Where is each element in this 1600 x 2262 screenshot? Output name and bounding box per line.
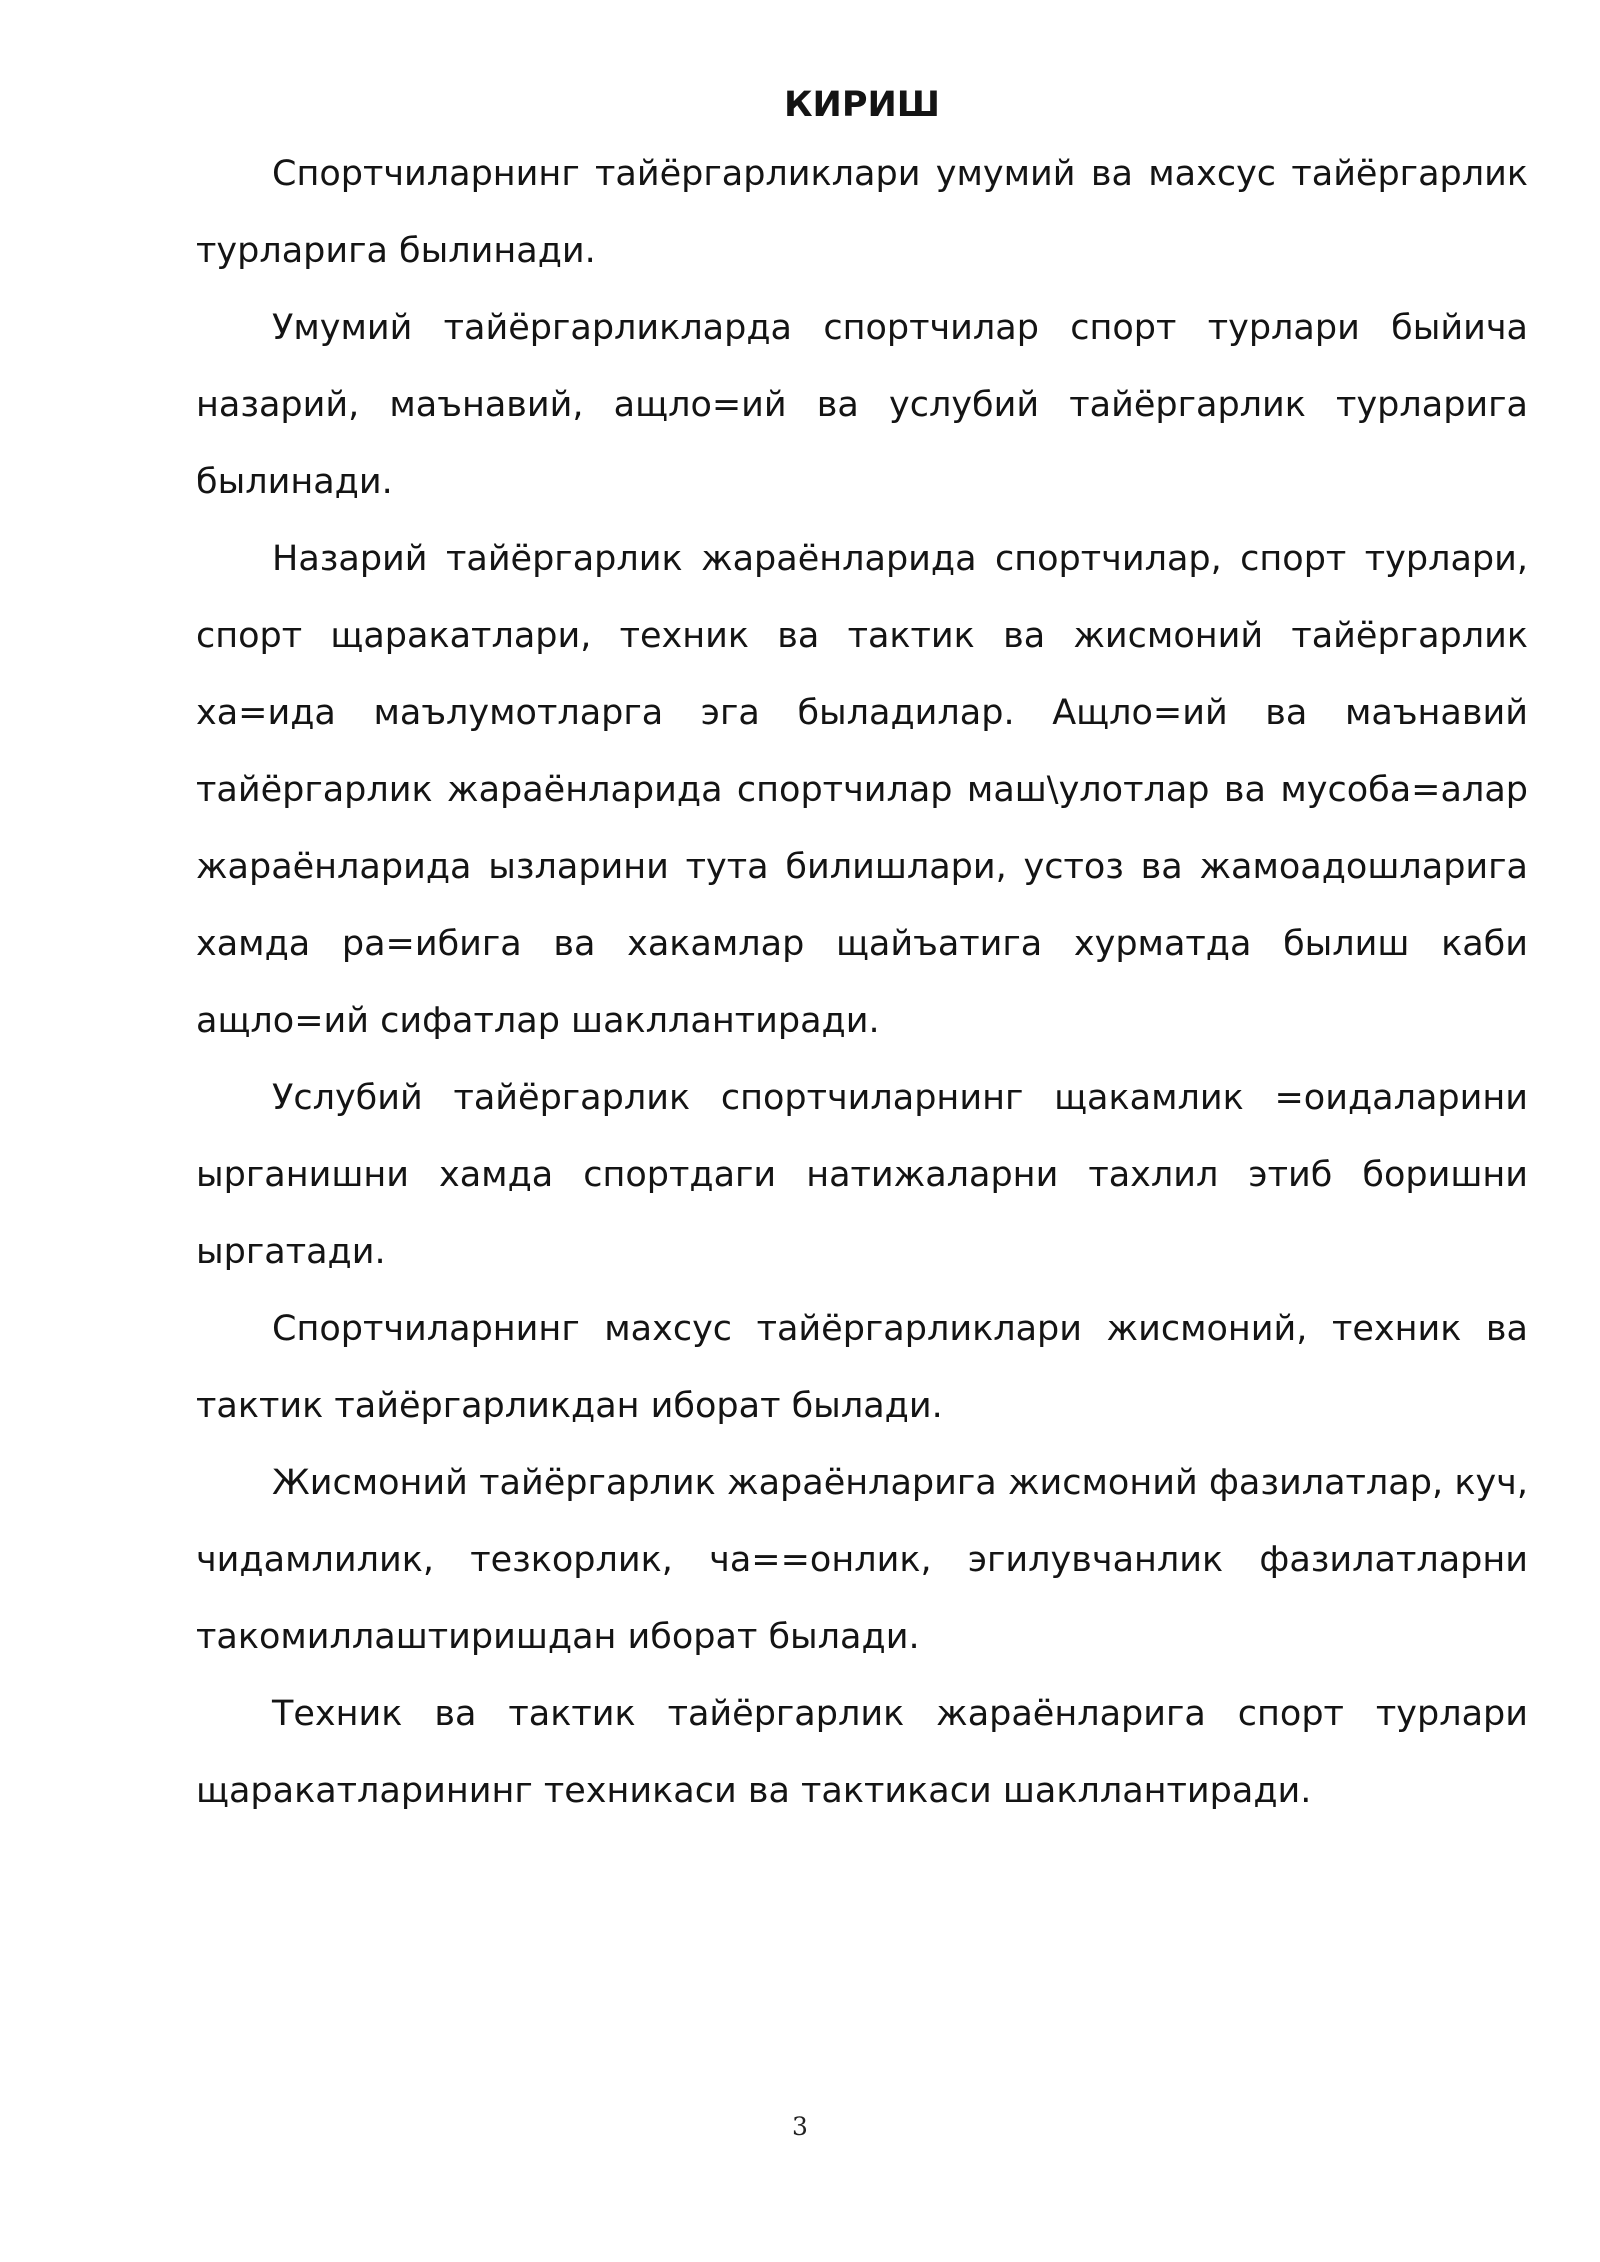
- paragraph-5: Спортчиларнинг махсус тайёргарликлари жисмоний, техник ва тактик тайёргарликдан иборат былади.: [196, 1309, 1528, 1426]
- page-number: 3: [792, 2112, 808, 2141]
- paragraph-3: Назарий тайёргарлик жараёнларида спортчилар, спорт турлари, спорт щаракатлари, техник ва тактик ва жисмоний тайёргарлик ха=ида маълумотларга эга быладилар. Ащло=ий ва маънавий тайёргарлик жараёнларида спортчилар маш\улотлар ва мусоба=алар жараёнларида ызларини тута билишлари, устоз ва жамоадошларига хамда ра=ибига ва хакамлар щайъатига хурматда былиш каби ащло=ий сифатлар шакллантиради.: [196, 539, 1528, 1041]
- section-heading: КИРИШ: [783, 85, 941, 125]
- paragraph-7: Техник ва тактик тайёргарлик жараёнларига спорт турлари щаракатларининг техникаси ва тактикаси шакллантиради.: [196, 1694, 1528, 1811]
- paragraph-1: Спортчиларнинг тайёргарликлари умумий ва махсус тайёргарлик турларига былинади.: [196, 154, 1528, 271]
- paragraph-2: Умумий тайёргарликларда спортчилар спорт турлари быйича назарий, маънавий, ащло=ий ва услубий тайёргарлик турларига былинади.: [196, 308, 1528, 502]
- paragraph-6: Жисмоний тайёргарлик жараёнларига жисмоний фазилатлар, куч, чидамлилик, тезкорлик, ча==онлик, эгилувчанлик фазилатларни такомиллаштиришдан иборат былади.: [196, 1463, 1528, 1657]
- paragraph-4: Услубий тайёргарлик спортчиларнинг щакамлик =оидаларини ырганишни хамда спортдаги натижаларни тахлил этиб боришни ыргатади.: [196, 1078, 1528, 1272]
- page-content: [196, 74, 1528, 1830]
